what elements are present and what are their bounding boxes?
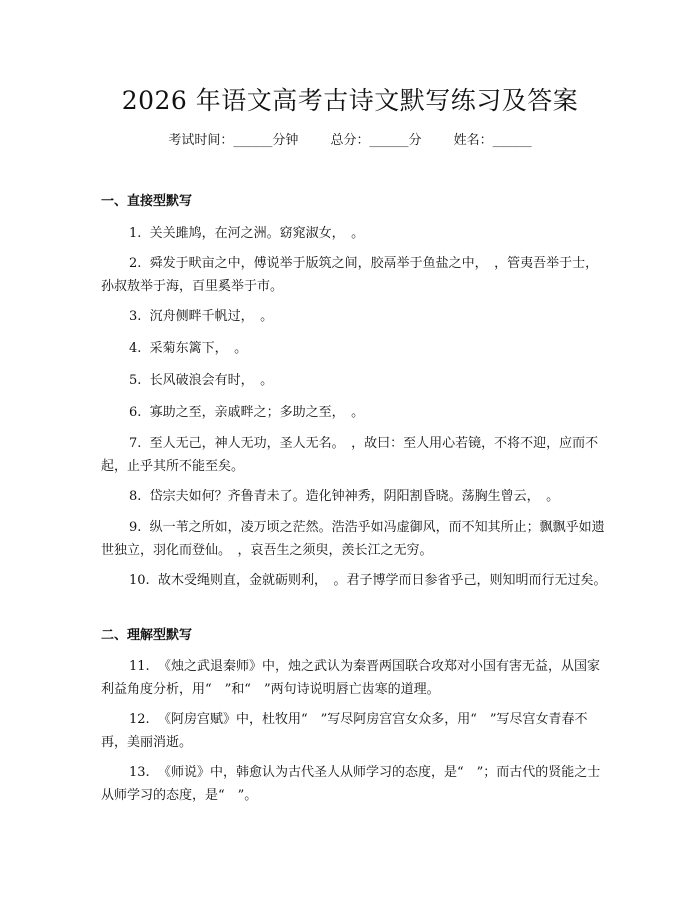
question-text: 岱宗夫如何？齐鲁青未了。造化钟神秀，阴阳割昏晓。荡胸生曾云， 。 (149, 489, 560, 504)
question-3 (101, 305, 608, 328)
question-10 (101, 569, 608, 592)
question-8 (101, 485, 608, 508)
page-title: 2026 年语文高考古诗文默写练习及答案 (121, 86, 579, 115)
question-text: 舜发于畎亩之中，傅说举于版筑之间，胶鬲举于鱼盐之中， ，管夷吾举于士，孙叔敖举于海，百里奚举于市。 (101, 256, 599, 294)
question-text: 关关雎鸠，在河之洲。窈窕淑女， 。 (149, 226, 365, 241)
question-number: 3. (129, 309, 142, 324)
question-text: 长风破浪会有时， 。 (149, 373, 274, 388)
question-number: 1. (129, 226, 142, 241)
question-number: 11. (129, 659, 150, 674)
section-heading-comprehension: 二、理解型默写 (101, 628, 193, 643)
question-2 (101, 252, 608, 298)
exam-name: 姓名：______ (453, 133, 532, 148)
exam-meta (0, 131, 700, 151)
question-7 (101, 432, 608, 478)
question-number: 2. (129, 256, 142, 271)
question-number: 12. (129, 712, 150, 727)
question-number: 6. (129, 405, 142, 420)
question-text: 寡助之至，亲戚畔之；多助之至， 。 (149, 405, 365, 420)
question-number: 13. (129, 765, 150, 780)
question-text: 《师说》中，韩愈认为古代圣人从师学习的态度，是“ ”；而古代的贤能之士从师学习的态度，是“ ”。 (101, 765, 601, 803)
section-heading-direct: 一、直接型默写 (101, 194, 193, 209)
question-5 (101, 369, 608, 392)
question-number: 9. (129, 520, 142, 535)
question-number: 7. (129, 436, 142, 451)
question-12 (101, 708, 608, 754)
question-text: 《烛之武退秦师》中，烛之武认为秦晋两国联合攻郑对小国有害无益，从国家利益角度分析，用“ ”和“ ”两句诗说明唇亡齿寒的道理。 (101, 659, 600, 697)
question-text: 沉舟侧畔千帆过， 。 (149, 309, 274, 324)
exam-time: 考试时间：______分钟 (168, 133, 299, 148)
question-text: 《阿房宫赋》中，杜牧用“ ”写尽阿房宫宫女众多，用“ ”写尽宫女青春不再，美丽消逝。 (101, 712, 588, 750)
question-text: 纵一苇之所如，凌万顷之茫然。浩浩乎如冯虚御风，而不知其所止；飘飘乎如遗世独立，羽化而登仙。 ，哀吾生之须臾，羡长江之无穷。 (101, 520, 605, 558)
question-number: 5. (129, 373, 142, 388)
question-13 (101, 761, 608, 807)
question-number: 4. (129, 341, 142, 356)
question-text: 故木受绳则直，金就砺则利， 。君子博学而日参省乎己，则知明而行无过矣。 (157, 573, 607, 588)
question-number: 10. (129, 573, 150, 588)
question-text: 至人无己，神人无功，圣人无名。 ，故曰：至人用心若镜，不将不迎，应而不起，止乎其所不能至矣。 (101, 436, 599, 474)
question-number: 8. (129, 489, 142, 504)
exam-score: 总分：______分 (330, 133, 422, 148)
question-4 (101, 337, 608, 360)
question-1 (101, 222, 608, 245)
question-6 (101, 401, 608, 424)
question-9 (101, 516, 608, 562)
question-11 (101, 655, 608, 701)
question-text: 采菊东篱下， 。 (149, 341, 248, 356)
